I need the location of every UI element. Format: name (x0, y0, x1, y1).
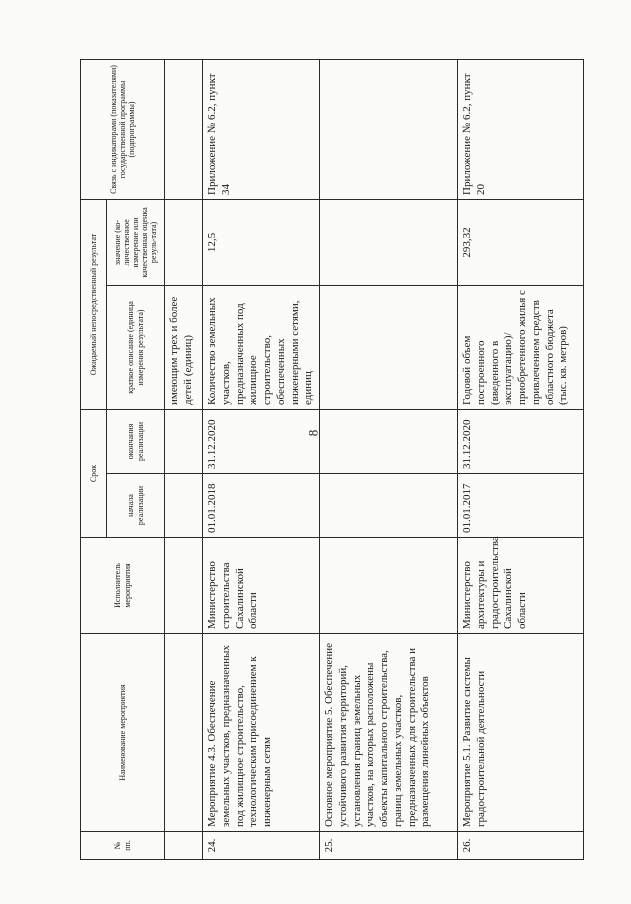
table-row (458, 59, 584, 859)
cell-end: 31.12.2020 (458, 409, 584, 473)
cell-name (165, 634, 203, 832)
cell-link: Приложение № 6.2, пункт 20 (458, 59, 584, 199)
cell-desc (320, 285, 458, 409)
header-result-value: значение (ко-личественное измерение или качественная оценка резуль-тата) (107, 199, 165, 285)
cell-no (165, 832, 203, 860)
cell-name: Мероприятие 5.1. Развитие системы градостроительной деятельности (458, 634, 584, 832)
cell-name: Основное мероприятие 5. Обеспечение устойчивого развития территорий, установления границ земельных участков, на которых расположены объекты капитального строительства, границ земельных участков, предназначенных для строительства и размещения линейных объектов (320, 634, 458, 832)
cell-desc: имеющим трех и более детей (единиц) (165, 285, 203, 409)
cell-end (320, 409, 458, 473)
cell-value (320, 199, 458, 285)
cell-executor (320, 538, 458, 634)
table-row (320, 59, 458, 859)
header-link: Связь с индикаторами (показателями) государственной программы (подпрограммы) (81, 59, 165, 199)
cell-start (320, 474, 458, 538)
cell-name: Мероприятие 4.3. Обеспечение земельных участков, предназначенных под жилищное строительство, технологическим присоединением к инженерным сетям (203, 634, 320, 832)
table-container (80, 60, 570, 860)
cell-end (165, 409, 203, 473)
cell-value: 12,5 (203, 199, 320, 285)
header-term: Срок (81, 409, 107, 537)
cell-link (165, 59, 203, 199)
page-number: 8 (305, 429, 321, 437)
cell-no: 24. (203, 832, 320, 860)
header-result: Ожидаемый непосредственный результат (81, 199, 107, 409)
header-term-end: окончания реализации (107, 409, 165, 473)
header-executor: Исполнитель мероприятия (81, 538, 165, 634)
cell-end: 31.12.2020 (203, 409, 320, 473)
cell-executor: Министерство строительства Сахалинской области (203, 538, 320, 634)
header-no: № пп. (81, 832, 165, 860)
cell-link (320, 59, 458, 199)
cell-start: 01.01.2017 (458, 474, 584, 538)
cell-start: 01.01.2018 (203, 474, 320, 538)
table-row (165, 59, 203, 859)
cell-desc: Годовой объем построенного (введенного в эксплуатацию)/ приобретенного жилья с привлечением средств областного бюджета (тыс. кв. метров) (458, 285, 584, 409)
measures-table (80, 59, 584, 860)
header-name: Наименование мероприятия (81, 634, 165, 832)
cell-desc: Количество земельных участков, предназначенных под жилищное строительство, обеспеченных инженерными сетями, единиц (203, 285, 320, 409)
cell-executor: Министерство архитектуры и градостроительства Сахалинской области (458, 538, 584, 634)
cell-value: 293,32 (458, 199, 584, 285)
cell-link: Приложение № 6.2, пункт 34 (203, 59, 320, 199)
cell-no: 25. (320, 832, 458, 860)
header-term-start: начала реализации (107, 474, 165, 538)
cell-start (165, 474, 203, 538)
cell-no: 26. (458, 832, 584, 860)
rotated-table-frame (80, 60, 570, 860)
header-result-desc: краткое описание (единица измерения результата) (107, 285, 165, 409)
cell-executor (165, 538, 203, 634)
cell-value (165, 199, 203, 285)
table-row (203, 59, 320, 859)
